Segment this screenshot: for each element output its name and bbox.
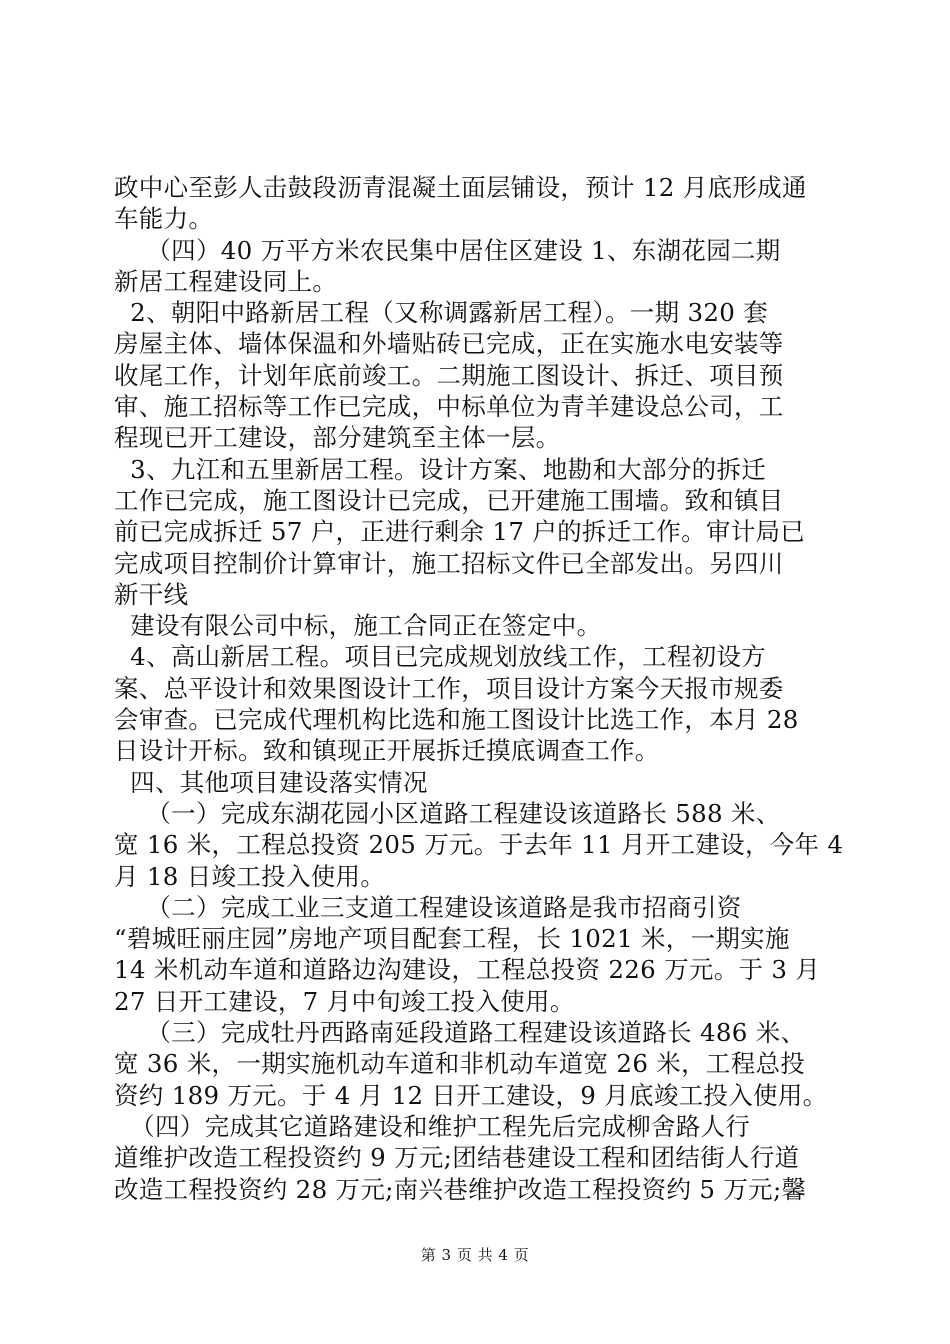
text-line: 日设计开标。致和镇现正开展拆迁摸底调查工作。 [114, 736, 660, 766]
text-line: 完成项目控制价计算审计，施工招标文件已全部发出。另四川 [114, 548, 784, 578]
text-line: 收尾工作，计划年底前竣工。二期施工图设计、拆迁、项目预 [114, 360, 784, 390]
text-line: 会审查。已完成代理机构比选和施工图设计比选工作，本月 28 [114, 705, 799, 735]
text-line: 车能力。 [114, 204, 214, 234]
text-line: 资约 189 万元。于 4 月 12 日开工建设，9 月底竣工投入使用。 [114, 1080, 828, 1110]
text-line: （三）完成牡丹西路南延段道路工程建设该道路长 486 米、 [114, 1018, 806, 1048]
text-line: 审、施工招标等工作已完成，中标单位为青羊建设总公司，工 [114, 392, 784, 422]
text-line: （一）完成东湖花园小区道路工程建设该道路长 588 米、 [114, 798, 781, 828]
text-line: “碧城旺丽庄园”房地产项目配套工程，长 1021 米，一期实施 [114, 924, 790, 954]
text-line: 2、朝阳中路新居工程（又称调露新居工程）。一期 320 套 [114, 298, 769, 328]
document-body [114, 172, 844, 1205]
text-line: 新干线 [114, 579, 189, 609]
text-line: 月 18 日竣工投入使用。 [114, 861, 386, 891]
text-line: 宽 16 米，工程总投资 205 万元。于去年 11 月开工建设，今年 4 [114, 830, 844, 860]
text-line: （四）完成其它道路建设和维护工程先后完成柳舍路人行 [114, 1111, 751, 1141]
text-line: 政中心至彭人击鼓段沥青混凝土面层铺设，预计 12 月底形成通 [114, 173, 807, 202]
text-line: （二）完成工业三支道工程建设该道路是我市招商引资 [114, 892, 742, 922]
text-line: 前已完成拆迁 57 户，正进行剩余 17 户的拆迁工作。审计局已 [114, 517, 806, 547]
text-line: 程现已开工建设，部分建筑至主体一层。 [114, 423, 561, 453]
text-line: 建设有限公司中标，施工合同正在签定中。 [114, 611, 602, 641]
text-line: 新居工程建设同上。 [114, 266, 338, 296]
page-footer: 第 3 页 共 4 页 [420, 1246, 530, 1264]
text-line: 宽 36 米，一期实施机动车道和非机动车道宽 26 米，工程总投 [114, 1049, 806, 1079]
text-line: 工作已完成，施工图设计已完成，已开建施工围墙。致和镇目 [114, 485, 784, 515]
text-line: 3、九江和五里新居工程。设计方案、地勘和大部分的拆迁 [114, 454, 767, 484]
text-line: 改造工程投资约 28 万元;南兴巷维护改造工程投资约 5 万元;馨 [114, 1174, 807, 1204]
text-line: 四、其他项目建设落实情况 [114, 767, 428, 797]
text-line: 房屋主体、墙体保温和外墙贴砖已完成，正在实施水电安装等 [114, 329, 784, 359]
text-line: 4、高山新居工程。项目已完成规划放线工作，工程初设方 [114, 642, 767, 672]
text-line: 14 米机动车道和道路边沟建设，工程总投资 226 万元。于 3 月 [114, 955, 821, 985]
text-line: 道维护改造工程投资约 9 万元;团结巷建设工程和团结街人行道 [114, 1143, 800, 1173]
text-line: 案、总平设计和效果图设计工作，项目设计方案今天报市规委 [114, 673, 784, 703]
text-line: 27 日开工建设，7 月中旬竣工投入使用。 [114, 986, 575, 1016]
text-line: （四）40 万平方米农民集中居住区建设 1、东湖花园二期 [114, 235, 781, 265]
